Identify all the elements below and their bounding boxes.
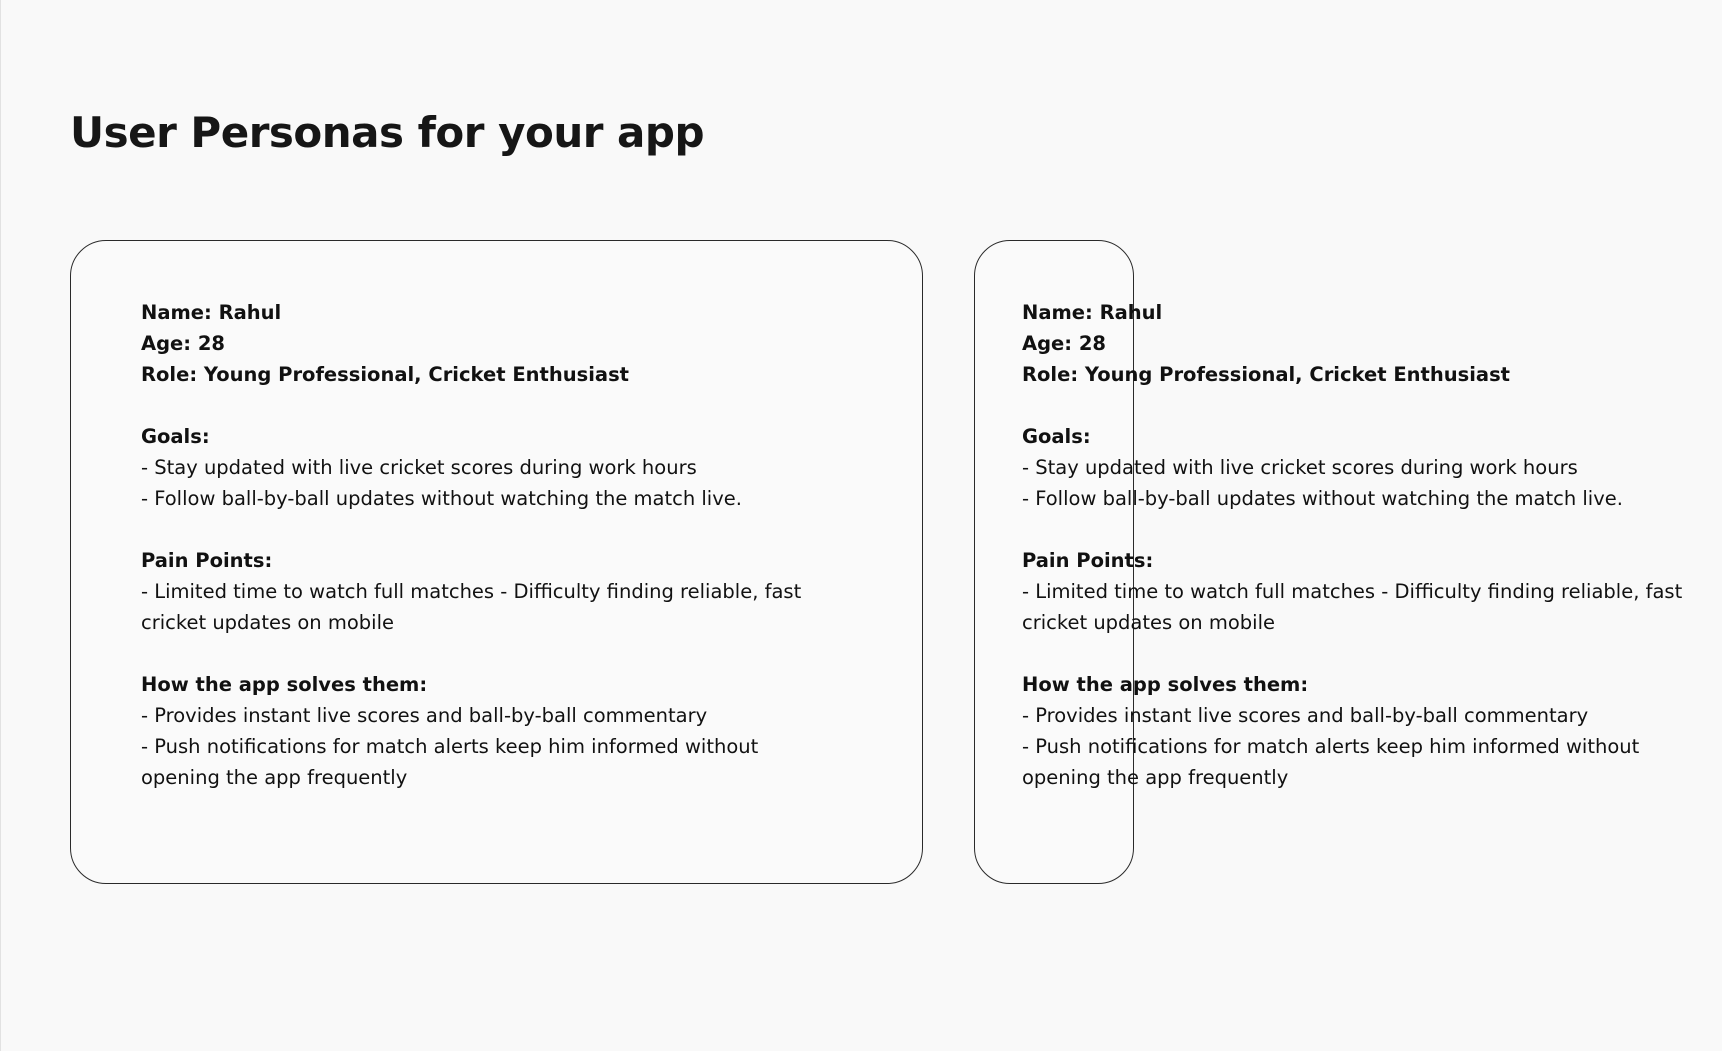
persona-name: Name: Rahul [1022,301,1163,324]
persona-age: Age: 28 [1022,332,1106,355]
persona-name: Name: Rahul [141,301,282,324]
spacer [1022,638,1722,669]
spacer [141,638,841,669]
persona-role: Role: Young Professional, Cricket Enthusiast [1022,363,1510,386]
page-title: User Personas for your app [70,108,705,157]
goals-heading: Goals: [1022,425,1091,448]
pain-points-heading: Pain Points: [1022,549,1154,572]
solution-item: - Push notifications for match alerts keep him informed without opening the app frequently [1022,735,1640,789]
persona-card-body [141,297,841,793]
solutions-heading: How the app solves them: [141,673,428,696]
pain-points-text: - Limited time to watch full matches - Difficulty finding reliable, fast cricket updates on mobile [1022,580,1683,634]
goal-item: - Stay updated with live cricket scores during work hours [1022,456,1578,479]
spacer [141,390,841,421]
solution-item: - Provides instant live scores and ball-by-ball commentary [141,704,708,727]
solutions-heading: How the app solves them: [1022,673,1309,696]
goals-heading: Goals: [141,425,210,448]
solution-item: - Push notifications for match alerts keep him informed without opening the app frequently [141,735,759,789]
goal-item: - Follow ball-by-ball updates without watching the match live. [1022,487,1623,510]
persona-card [70,240,923,884]
goal-item: - Follow ball-by-ball updates without watching the match live. [141,487,742,510]
spacer [1022,390,1722,421]
pain-points-text: - Limited time to watch full matches - Difficulty finding reliable, fast cricket updates on mobile [141,580,802,634]
persona-card [974,240,1683,884]
persona-role: Role: Young Professional, Cricket Enthusiast [141,363,629,386]
goal-item: - Stay updated with live cricket scores during work hours [141,456,697,479]
spacer [141,514,841,545]
pain-points-heading: Pain Points: [141,549,273,572]
page-left-border [0,0,1,1051]
solution-item: - Provides instant live scores and ball-by-ball commentary [1022,704,1589,727]
persona-card-body [1022,297,1722,793]
persona-age: Age: 28 [141,332,225,355]
spacer [1022,514,1722,545]
